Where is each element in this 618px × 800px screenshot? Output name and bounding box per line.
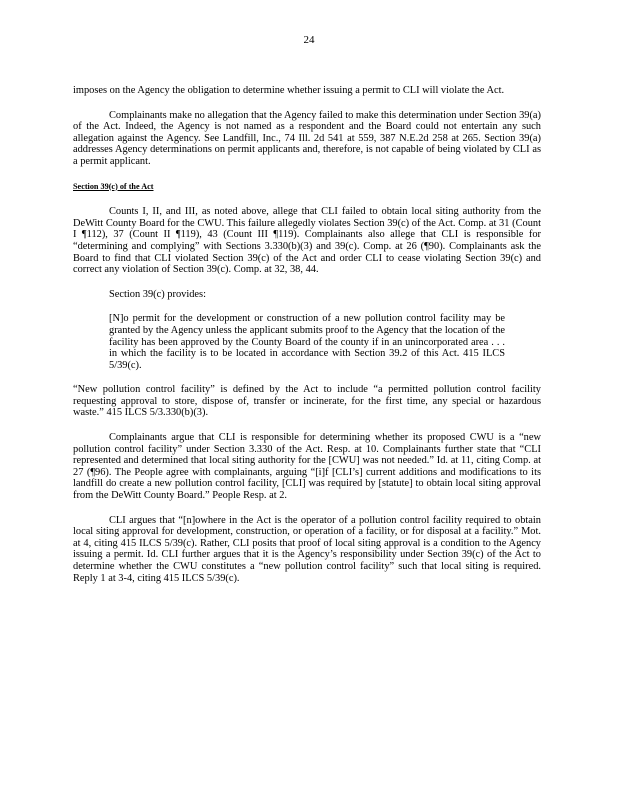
page-number: 24: [303, 34, 315, 46]
paragraph-definition: “New pollution control facility” is defined by the Act to include “a permitted pollution control facility requesting approval to store, dispose of, transfer or incinerate, for the first time, any special or hazardous waste.” 415 ILCS 5/3.330(b)(3).: [73, 384, 541, 419]
paragraph-complainants-argue: Complainants argue that CLI is responsible for determining whether its proposed CWU is a “new pollution control facility” under Section 3.330 of the Act. Resp. at 10. Complainants further state that “CLI represented and determined that local siting authority for the [CWU] was not needed.” Id. at 11, citing Comp. at 27 (¶96). The People agree with complainants, arguing “[i]f [CLI’s] current additions and modifications to its landfill do create a new pollution control facility, [CLI] was required by [statute] to obtain local siting approval from the DeWitt County Board.” People Resp. at 2.: [73, 432, 541, 502]
document-body: [73, 85, 541, 597]
paragraph-no-allegation: Complainants make no allegation that the Agency failed to make this determination under Section 39(a) of the Act. Indeed, the Agency is not named as a respondent and the Board could not entertain any such allegation against the Agency. See Landfill, Inc., 74 Ill. 2d 541 at 559, 387 N.E.2d 258 at 265. Section 39(a) addresses Agency determinations on permit applicants and, therefore, is not capable of being violated by CLI as a permit applicant.: [73, 109, 541, 167]
section-heading: Section 39(c) of the Act: [73, 181, 154, 191]
paragraph-counts: Counts I, II, and III, as noted above, allege that CLI failed to obtain local siting authority from the DeWitt County Board for the CWU. This failure allegedly violates Section 39(c) of the Act. Comp. at 31 (Count I ¶112), 37 (Count II ¶119), 43 (Count III ¶119). Complainants also allege that CLI is responsible for “determining and complying” with Sections 3.330(b)(3) and 39(c). Comp. at 26 (¶90). Complainants ask the Board to find that CLI violated Section 39(c) of the Act and order CLI to cease violating Section 39(c) and correct any violation of Section 39(c). Comp. at 32, 38, 44.: [73, 206, 541, 276]
paragraph-cli-argues: CLI argues that “[n]owhere in the Act is the operator of a pollution control facility required to obtain local siting approval for development, construction, or operation of a facility, or for disposal at a facility.” Mot. at 4, citing 415 ILCS 5/39(c). Rather, CLI posits that proof of local siting approval is a condition to the Agency issuing a permit. Id. CLI further argues that it is the Agency’s responsibility under Section 39(c) of the Act to determine whether the CWU constitutes a “new pollution control facility” such that local siting is required. Reply 1 at 3-4, citing 415 ILCS 5/39(c).: [73, 514, 541, 584]
quote-intro: Section 39(c) provides:: [109, 288, 206, 300]
paragraph-continuation: imposes on the Agency the obligation to determine whether issuing a permit to CLI will violate the Act.: [73, 85, 505, 96]
block-quote: [N]o permit for the development or construction of a new pollution control facility may be granted by the Agency unless the applicant submits proof to the Agency that the location of the facility has been approved by the County Board of the county if in an unincorporated area . . . in which the facility is to be located in accordance with Section 39.2 of this Act. 415 ILCS 5/39(c).: [109, 313, 505, 371]
